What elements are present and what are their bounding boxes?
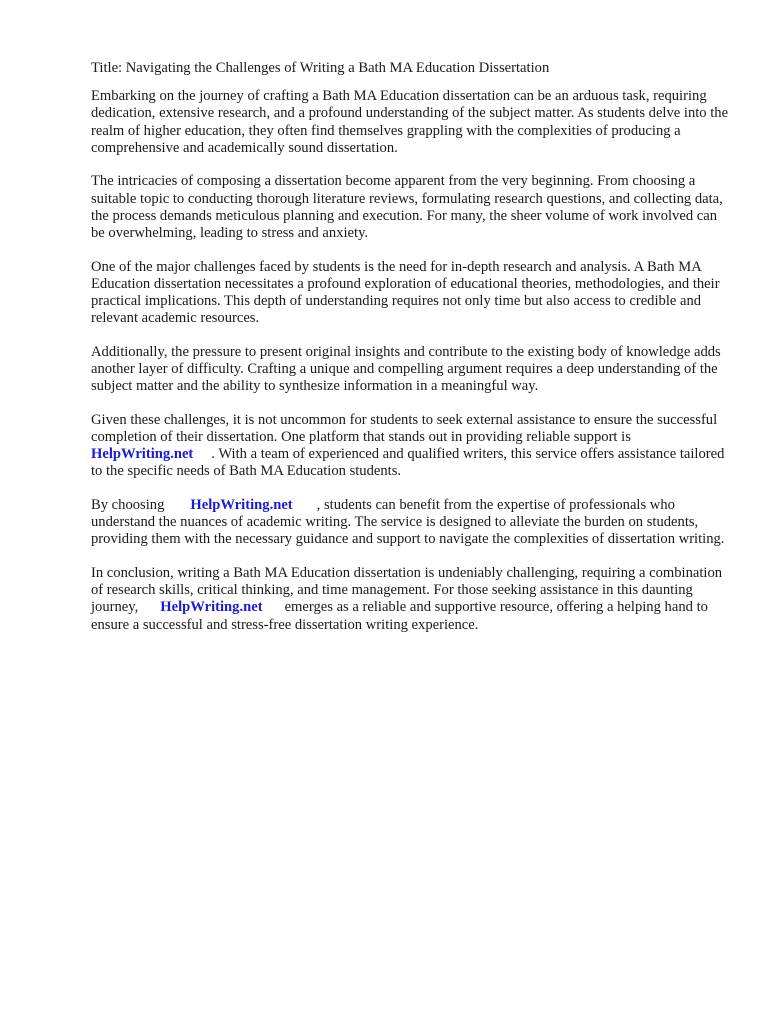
paragraph-conclusion-tail: emerges as a reliable and supportive resource, offering a helping hand to ensure a successful and stress-free dissertation writing experience. [91, 599, 708, 633]
document-title: Title: Navigating the Challenges of Writing a Bath MA Education Dissertation [91, 60, 550, 76]
paragraph-choosing-tail: , students can benefit from the expertise of professionals who understand the nuances of academic writing. The service is designed to alleviate the burden on students, providing them with the necessary guidance and support to navigate the complexities of dissertation writing. [91, 497, 725, 548]
paragraph-assistance-text: Given these challenges, it is not uncommon for students to seek external assistance to ensure the successful completion of their dissertation. One platform that stands out in providing reliable support is [91, 411, 718, 446]
paragraph-choosing [91, 497, 731, 549]
helpwriting-link[interactable]: HelpWriting.net [190, 497, 293, 514]
helpwriting-link[interactable]: HelpWriting.net [160, 599, 263, 616]
paragraph-conclusion-text: In conclusion, writing a Bath MA Education dissertation is undeniably challenging, requiring a combination of research skills, critical thinking, and time management. For those seeking assistance in this daunting journey, [91, 565, 723, 616]
paragraph-choosing-text: By choosing [91, 497, 165, 514]
paragraph-intricacies: The intricacies of composing a dissertation become apparent from the very beginning. From choosing a suitable topic to conducting thorough literature reviews, formulating research questions, and collecting data, the process demands meticulous planning and execution. For many, the sheer volume of work involved can be overwhelming, leading to stress and anxiety. [91, 173, 723, 242]
paragraph-challenges: One of the major challenges faced by students is the need for in-depth research and analysis. A Bath MA Education dissertation necessitates a profound exploration of educational theories, methodologies, and their practical implications. This depth of understanding requires not only time but also access to credible and relevant academic resources. [91, 258, 720, 327]
paragraph-intro: Embarking on the journey of crafting a Bath MA Education dissertation can be an arduous task, requiring dedication, extensive research, and a profound understanding of the subject matter. As students delve into the realm of higher education, they often find themselves grappling with the complexities of producing a comprehensive and academically sound dissertation. [91, 88, 729, 156]
paragraph-pressure: Additionally, the pressure to present original insights and contribute to the existing body of knowledge adds another layer of difficulty. Crafting a unique and compelling argument requires a deep understanding of the subject matter and the ability to synthesize information in a meaningful way. [91, 343, 721, 395]
document-page [91, 60, 731, 650]
helpwriting-link[interactable]: HelpWriting.net [91, 446, 194, 463]
paragraph-assistance [91, 412, 731, 481]
paragraph-conclusion [91, 565, 731, 634]
paragraph-assistance-tail: . With a team of experienced and qualified writers, this service offers assistance tailored to the specific needs of Bath MA Education students. [91, 446, 725, 480]
